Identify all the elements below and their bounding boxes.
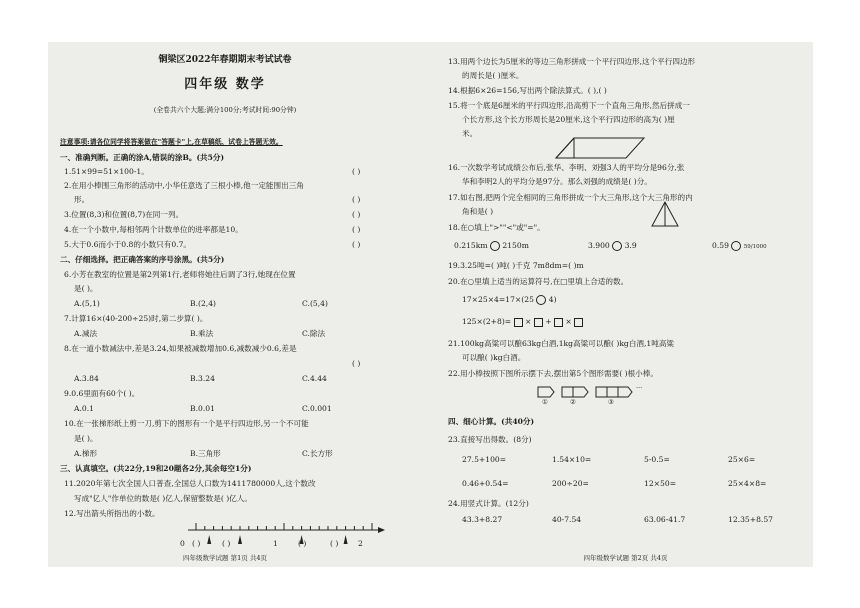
triangle-figure [648, 200, 682, 228]
section-1-title: 一、准确判断。正确的涂A,错误的涂B。(共5分) [60, 153, 225, 162]
q6-line2: 是( )。 [74, 284, 98, 293]
q16-line2: 华和李明2人的平均分是97分。那么刘强的成绩是( )分。 [462, 177, 652, 186]
q11-line1: 11.2020年第七次全国人口普查,全国总人口数为1411780000人,这个数改 [64, 479, 316, 488]
exam-info: (全卷共六个大题;满分100分;考试时间:90分钟) [153, 106, 297, 114]
q23: 23.直接写出得数。(8分) [448, 435, 532, 444]
q20-line1 [462, 294, 557, 305]
q4: 4.在一个小数中,每相邻两个计数单位的进率都是10。 [64, 225, 243, 234]
q20-line2: 125×(2+8)= × + × [462, 316, 583, 327]
q18-circle-1[interactable] [490, 241, 500, 251]
notice: 注意事项:请各位同学将答案做在"答题卡"上,在草稿纸、试卷上答题无效。 [60, 138, 283, 146]
q21-line2: 可以酿( )kg白酒。 [462, 353, 526, 362]
q23-r1c1: 27.5+100= [462, 455, 507, 464]
ruler-label-2: ( ) [222, 539, 231, 548]
q10-option-c: C.长方形 [302, 449, 333, 458]
q16-line1: 16.一次数学考试成绩公布后,张华、李明、刘强3人的平均分是96分,张 [448, 163, 685, 172]
q20-box-1[interactable] [514, 318, 523, 327]
exam-title: 铜梁区2022年春期期末考试试卷 [158, 55, 292, 65]
q18-item-2 [588, 240, 637, 251]
q10-line1: 10.在一张梯形纸上剪一刀,剪下的图形有一个是平行四边形,另一个不可能 [64, 419, 309, 428]
q6-line1: 6.小芳在教室的位置是第2列第1行,老师将她往后调了3行,她现在位置 [64, 270, 296, 279]
exam-paper [48, 42, 813, 567]
q18: 18.在○填上">""<"或"="。 [448, 223, 545, 232]
q10-option-b: B.三角形 [190, 449, 221, 458]
q5-paren: ( ) [352, 240, 361, 249]
section-4-title: 四、细心计算。(共40分) [448, 417, 535, 426]
q2-line2: 形。 [74, 195, 90, 204]
q24-item-4: 12.35+8.57 [728, 515, 774, 524]
q18-value-a: 0.215km [454, 241, 488, 250]
q15-line3: 米。 [462, 129, 478, 138]
q23-r2c2: 200÷20= [552, 479, 589, 488]
ruler-label-5: ( ) [330, 539, 339, 548]
q15-line1: 15.将一个底是6厘米的平行四边形,沿高剪下一个直角三角形,然后拼成一 [448, 101, 690, 110]
q9-option-a: A.0.1 [74, 404, 94, 413]
q8-option-b: B.3.24 [190, 374, 215, 383]
q6-option-b: B.(2,4) [190, 299, 216, 308]
q2-paren: ( ) [352, 195, 361, 204]
page-footer-left: 四年级数学试题 第1页 共4页 [183, 554, 267, 562]
q8-paren: ( ) [352, 359, 361, 368]
q23-r1c4: 25×6= [728, 455, 756, 464]
ruler-label-3: 1 [273, 539, 278, 548]
ruler-label-4: ( ) [298, 539, 307, 548]
q8-line1: 8.在一道小数减法中,差是3.24,如果被减数增加0.6,减数减少0.6,差是 [64, 344, 297, 353]
q20-box-2[interactable] [534, 318, 543, 327]
q15-line2: 个长方形,这个长方形周长是20厘米,这个平行四边形的高为( )厘 [462, 115, 675, 124]
q23-r1c3: 5-0.5= [644, 455, 670, 464]
section-3-title: 三、认真填空。(共22分,19和20题各2分,其余每空1分) [60, 464, 252, 473]
q22: 22.用小棒按照下图所示摆下去,摆出第5个图形需要( )根小棒。 [448, 369, 658, 378]
q1: 1.51×99=51×100-1。 [64, 167, 149, 176]
q22-label-1: ① [542, 398, 548, 406]
q7-option-b: B.乘法 [190, 329, 214, 338]
q9: 9.0.6里面有60个( )。 [64, 389, 140, 398]
q2-line1: 2.在用小棒围三角形的活动中,小华任意选了三根小棒,他一定能围出三角 [64, 181, 304, 190]
q10-line2: 是( )。 [74, 434, 98, 443]
q8-option-c: C.4.44 [302, 374, 327, 383]
number-line-arrow [238, 535, 242, 544]
section-2-title: 二、仔细选择。把正确答案的序号涂黑。(共5分) [60, 255, 225, 264]
q7: 7.计算16×(40-200÷25)时,第二步算( )。 [64, 314, 208, 323]
q1-paren: ( ) [352, 167, 361, 176]
q6-option-c: C.(5,4) [302, 299, 328, 308]
q11-line2: 写成"亿人"作单位的数是( )亿人,保留整数是( )亿人。 [74, 494, 252, 503]
q20-box-3[interactable] [554, 318, 563, 327]
q20-circle[interactable] [536, 295, 546, 305]
q18-value-f: 59/1000 [743, 244, 767, 250]
number-line-arrow [344, 535, 348, 544]
matchstick-figures [536, 384, 646, 400]
ruler-label-1: ( ) [192, 539, 201, 548]
q24-item-3: 63.06-41.7 [644, 515, 686, 524]
q20-expr1: 17×25×4=17×(25 [462, 295, 534, 304]
q19: 19.3.25吨=( )吨( )千克 7m8dm=( )m [448, 261, 584, 270]
q18-circle-3[interactable] [731, 241, 741, 251]
q5: 5.大于0.6而小于0.8的小数只有0.7。 [64, 240, 192, 249]
q17-line1: 17.如右图,把两个完全相同的三角形拼成一个大三角形,这个大三角形的内 [448, 193, 693, 202]
q24: 24.用竖式计算。(12分) [448, 499, 529, 508]
subject-title: 四年级 数学 [184, 77, 266, 92]
page-footer-right: 四年级数学试题 第2页 共4页 [583, 554, 668, 562]
q14: 14.根据6×26=156,写出两个除法算式。( ),( ) [448, 86, 607, 95]
q10-option-a: A.梯形 [74, 449, 98, 458]
q18-value-d: 3.9 [624, 241, 637, 250]
parallelogram-figure [544, 134, 654, 162]
q20: 20.在○里填上适当的运算符号,在□里填上合适的数。 [448, 277, 629, 286]
q7-option-a: A.减法 [74, 329, 98, 338]
q23-r2c3: 12×50= [644, 479, 677, 488]
q8-option-a: A.3.84 [74, 374, 99, 383]
ruler-label-0: 0 [180, 539, 185, 548]
q20-expr2: 125×(2+8)= [462, 317, 512, 326]
q3: 3.位置(8,3)和位置(8,7)在同一列。 [64, 210, 184, 219]
q3-paren: ( ) [352, 210, 361, 219]
q23-r2c4: 25×4×8= [728, 479, 767, 488]
q6-option-a: A.(5,1) [74, 299, 100, 308]
q22-label-3: ③ [608, 398, 614, 406]
q18-value-b: 2150m [502, 241, 529, 250]
q18-circle-2[interactable] [612, 241, 622, 251]
q18-item-3 [712, 240, 767, 252]
q12: 12.写出箭头所指出的小数。 [64, 509, 160, 518]
q13-line2: 的周长是( )厘米。 [462, 71, 524, 80]
q4-paren: ( ) [352, 225, 361, 234]
q20-expr1-end: 4) [548, 295, 557, 304]
q9-option-c: C.0.001 [302, 404, 332, 413]
q9-option-b: B.0.01 [190, 404, 215, 413]
number-line-arrow [207, 535, 211, 544]
q18-value-c: 3.900 [588, 241, 610, 250]
q23-r2c1: 0.46+0.54= [462, 479, 509, 488]
ruler-label-6: 2 [358, 539, 363, 548]
q17-line2: 角和是( ) [462, 207, 494, 216]
q7-option-c: C.除法 [302, 329, 326, 338]
q22-label-4: ··· [636, 384, 643, 392]
q21-line1: 21.100kg高粱可以酿63kg白酒,1kg高粱可以酿( )kg白酒,1吨高粱 [448, 339, 675, 348]
q20-box-4[interactable] [574, 318, 583, 327]
q24-item-2: 40-7.54 [552, 515, 582, 524]
q22-label-2: ② [570, 398, 576, 406]
q18-value-e: 0.59 [712, 241, 729, 250]
q13-line1: 13.用两个边长为5厘米的等边三角形拼成一个平行四边形,这个平行四边形 [448, 57, 696, 66]
q23-r1c2: 1.54×10= [552, 455, 592, 464]
q18-item-1 [454, 240, 529, 251]
q24-item-1: 43.3+8.27 [462, 515, 503, 524]
